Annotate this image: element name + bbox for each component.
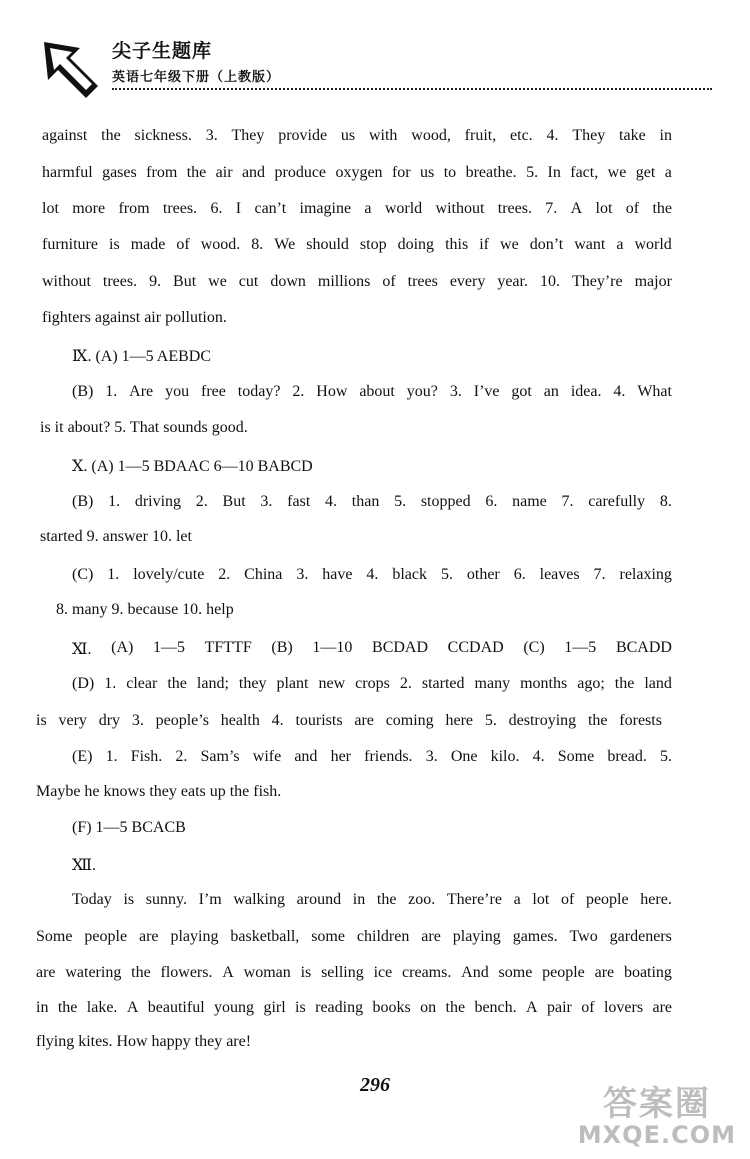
essay-line: flying kites. How happy they are! xyxy=(36,1033,252,1050)
text-line: (E) 1. Fish. 2. Sam’s wife and her friends. 3. One kilo. 4. Some bread. 5. xyxy=(72,748,672,765)
essay-line: Today is sunny. I’m walking around in the zoo. There’re a lot of people here. xyxy=(72,891,672,908)
text-line: 8. many 9. because 10. help xyxy=(56,601,234,618)
text-line: harmful gases from the air and produce oxygen for us to breathe. 5. In fact, we get a xyxy=(42,164,672,181)
essay-line: are watering the flowers. A woman is selling ice creams. And some people are boating xyxy=(36,964,672,981)
text-line: is it about? 5. That sounds good. xyxy=(40,419,248,436)
text-line: furniture is made of wood. 8. We should stop doing this if we don’t want a world xyxy=(42,236,672,253)
watermark xyxy=(578,1076,736,1149)
text-line: (C) 1. lovely/cute 2. China 3. have 4. black 5. other 6. leaves 7. relaxing xyxy=(72,566,672,583)
text-line: lot more from trees. 6. I can’t imagine a world without trees. 7. A lot of the xyxy=(42,200,672,217)
essay-line: Some people are playing basketball, some children are playing games. Two gardeners xyxy=(36,928,672,945)
text-line: without trees. 9. But we cut down millions of trees every year. 10. They’re major xyxy=(42,273,672,290)
text-line: is very dry 3. people’s health 4. tourists are coming here 5. destroying the forests xyxy=(36,712,662,729)
text-line: Maybe he knows they eats up the fish. xyxy=(36,783,282,800)
book-title: 尖子生题库 xyxy=(112,40,213,62)
text-line: (B) 1. driving 2. But 3. fast 4. than 5. stopped 6. name 7. carefully 8. xyxy=(72,493,672,510)
book-subtitle: 英语七年级下册（上教版） xyxy=(112,70,281,85)
watermark-url: MXQE.COM xyxy=(577,1121,736,1149)
section-heading: Ⅹ. (A) 1—5 BDAAC 6—10 BABCD xyxy=(72,458,313,475)
text-line: (D) 1. clear the land; they plant new crops 2. started many months ago; the land xyxy=(72,675,672,692)
section-heading: Ⅻ. xyxy=(72,857,97,874)
section-heading: Ⅸ. (A) 1—5 AEBDC xyxy=(72,348,211,365)
section-heading: Ⅺ. (A) 1—5 TFTTF (B) 1—10 BCDAD CCDAD (C) 1—5 BCADD xyxy=(72,639,672,658)
section-heading: (F) 1—5 BCACB xyxy=(72,819,186,836)
text-line: against the sickness. 3. They provide us with wood, fruit, etc. 4. They take in xyxy=(42,127,672,144)
watermark-title: 答案圈 xyxy=(602,1084,711,1124)
essay-line: in the lake. A beautiful young girl is reading books on the bench. A pair of lovers are xyxy=(36,999,672,1016)
text-line: started 9. answer 10. let xyxy=(40,528,192,545)
text-line: (B) 1. Are you free today? 2. How about you? 3. I’ve got an idea. 4. What xyxy=(72,383,672,400)
page-number: 296 xyxy=(360,1074,390,1096)
text-line: fighters against air pollution. xyxy=(42,309,227,326)
